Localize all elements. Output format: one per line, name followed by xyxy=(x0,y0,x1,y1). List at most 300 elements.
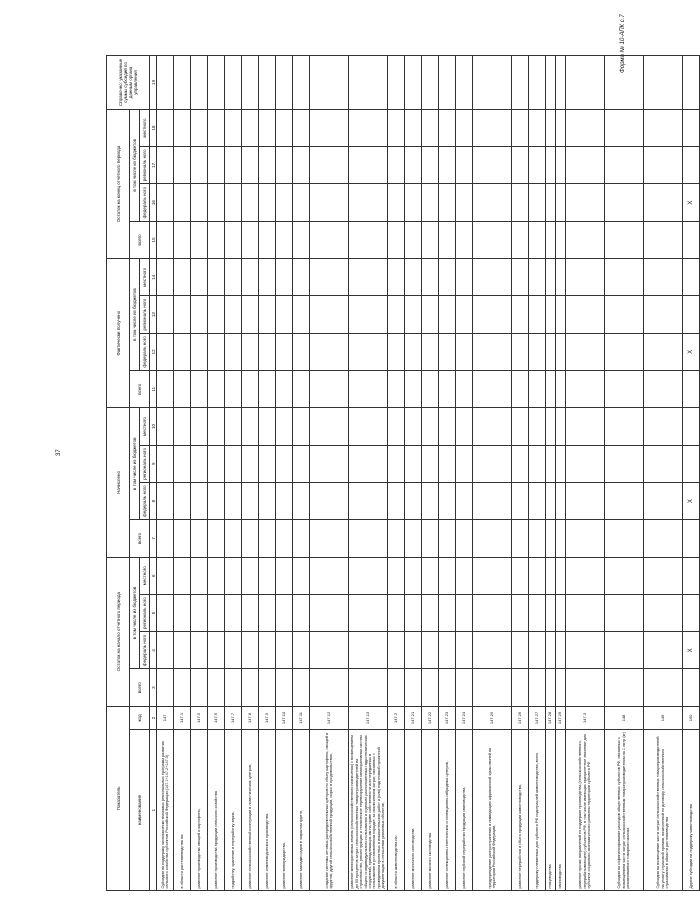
value-cell xyxy=(556,296,566,333)
row-code: 147.25 xyxy=(473,706,512,729)
column-number: 3 xyxy=(150,669,157,706)
value-cell xyxy=(566,632,605,669)
value-cell xyxy=(422,371,439,408)
row-code: 147.8 xyxy=(242,706,259,729)
value-cell xyxy=(644,632,683,669)
value-cell xyxy=(225,221,242,258)
value-cell xyxy=(644,408,683,445)
value-cell xyxy=(605,520,644,557)
value-cell xyxy=(473,56,512,110)
value-cell xyxy=(388,408,405,445)
value-cell xyxy=(644,296,683,333)
value-cell xyxy=(157,109,174,146)
value-cell xyxy=(293,333,310,370)
value-cell xyxy=(191,221,208,258)
value-cell xyxy=(683,669,700,706)
value-cell xyxy=(473,520,512,557)
value-cell xyxy=(225,669,242,706)
value-cell xyxy=(293,147,310,184)
value-cell xyxy=(174,184,191,221)
header-total: всего xyxy=(130,520,150,557)
value-cell xyxy=(293,184,310,221)
value-cell xyxy=(605,557,644,594)
row-code: 147.23 xyxy=(439,706,456,729)
row-name: развитие сельскохозяйственной кооперации и логистических центров, xyxy=(242,730,259,891)
value-cell xyxy=(293,632,310,669)
value-cell xyxy=(473,557,512,594)
value-cell xyxy=(566,408,605,445)
value-cell xyxy=(566,259,605,296)
value-cell xyxy=(405,445,422,482)
value-cell xyxy=(512,632,529,669)
value-cell xyxy=(556,445,566,482)
value-cell xyxy=(174,147,191,184)
value-cell xyxy=(556,632,566,669)
header-local: местного xyxy=(140,259,150,296)
row-name: развитие семеноводческого производства, xyxy=(259,730,276,891)
value-cell xyxy=(242,333,259,370)
value-cell xyxy=(473,296,512,333)
table-row xyxy=(259,56,276,891)
value-cell xyxy=(208,56,225,110)
table-row xyxy=(191,56,208,891)
value-cell xyxy=(456,259,473,296)
table-row xyxy=(242,56,259,891)
value-cell xyxy=(310,184,349,221)
value-cell xyxy=(157,408,174,445)
value-cell xyxy=(405,296,422,333)
value-cell xyxy=(405,632,422,669)
value-cell xyxy=(310,333,349,370)
row-code: 147.9 xyxy=(259,706,276,729)
value-cell xyxy=(208,371,225,408)
value-cell xyxy=(349,520,388,557)
value-cell xyxy=(605,632,644,669)
row-code: 147.2 xyxy=(388,706,405,729)
value-cell xyxy=(456,221,473,258)
value-cell xyxy=(644,520,683,557)
x-mark-cell: X xyxy=(683,184,700,221)
row-code: 150 xyxy=(683,706,700,729)
value-cell xyxy=(174,371,191,408)
value-cell xyxy=(259,109,276,146)
value-cell xyxy=(546,482,556,519)
value-cell xyxy=(473,632,512,669)
column-number: 14 xyxy=(150,259,157,296)
value-cell xyxy=(208,296,225,333)
table-row xyxy=(157,56,174,891)
value-cell xyxy=(439,333,456,370)
row-name: поддержку племенных для субъекта РФ подотраслей животноводства, всего xyxy=(529,730,546,891)
header-federal: федераль ного xyxy=(140,333,150,370)
row-code: 147.28 xyxy=(546,706,556,729)
value-cell xyxy=(683,594,700,631)
value-cell xyxy=(529,669,546,706)
value-cell xyxy=(556,669,566,706)
value-cell xyxy=(439,557,456,594)
value-cell xyxy=(456,594,473,631)
row-name: создание системы оптовых распределительных центров по сбыту картофеля, овощей и фруктов, другой сельскохозяйственной продукции, сырья и продовольствия, xyxy=(310,730,349,891)
value-cell xyxy=(310,632,349,669)
value-cell xyxy=(259,482,276,519)
value-cell xyxy=(473,184,512,221)
row-name: развитие глубокой переработки продукции свиноводства, xyxy=(456,730,473,891)
table-row xyxy=(556,56,566,891)
value-cell xyxy=(405,147,422,184)
value-cell xyxy=(422,669,439,706)
value-cell xyxy=(473,371,512,408)
value-cell xyxy=(157,371,174,408)
value-cell xyxy=(644,109,683,146)
value-cell xyxy=(310,669,349,706)
column-number: 8 xyxy=(150,482,157,519)
value-cell xyxy=(259,221,276,258)
value-cell xyxy=(512,184,529,221)
value-cell xyxy=(276,371,293,408)
header-indicator: Показатель xyxy=(107,706,130,890)
table-row xyxy=(174,56,191,891)
value-cell xyxy=(529,632,546,669)
row-code: 147.3 xyxy=(566,706,605,729)
value-cell xyxy=(422,56,439,110)
row-name: подработку, хранение и переработку зерна, xyxy=(225,730,242,891)
value-cell xyxy=(683,259,700,296)
page-number: 37 xyxy=(56,449,62,456)
value-cell xyxy=(556,371,566,408)
value-cell xyxy=(259,184,276,221)
value-cell xyxy=(225,109,242,146)
header-local: местного xyxy=(140,408,150,445)
value-cell xyxy=(310,594,349,631)
header-regional: региональ ного xyxy=(140,147,150,184)
value-cell xyxy=(174,594,191,631)
value-cell xyxy=(349,669,388,706)
value-cell xyxy=(242,445,259,482)
value-cell xyxy=(512,109,529,146)
row-name: развитие мясного скотоводства xyxy=(422,730,439,891)
column-number: 6 xyxy=(150,557,157,594)
value-cell xyxy=(512,147,529,184)
header-federal: федераль ного xyxy=(140,482,150,519)
value-cell xyxy=(605,56,644,110)
value-cell xyxy=(422,408,439,445)
value-cell xyxy=(242,184,259,221)
value-cell xyxy=(556,109,566,146)
value-cell xyxy=(293,557,310,594)
row-code: 147.6 xyxy=(208,706,225,729)
value-cell xyxy=(405,669,422,706)
value-cell xyxy=(529,557,546,594)
value-cell xyxy=(529,594,546,631)
row-code: 147.1 xyxy=(174,706,191,729)
value-cell xyxy=(225,594,242,631)
value-cell xyxy=(556,259,566,296)
value-cell xyxy=(405,56,422,110)
value-cell xyxy=(276,520,293,557)
value-cell xyxy=(683,221,700,258)
header-regional: региональ ного xyxy=(140,594,150,631)
value-cell xyxy=(473,221,512,258)
value-cell xyxy=(422,184,439,221)
value-cell xyxy=(293,482,310,519)
value-cell xyxy=(388,371,405,408)
row-code: 147 xyxy=(157,706,174,729)
value-cell xyxy=(456,632,473,669)
value-cell xyxy=(191,147,208,184)
column-numbers-row xyxy=(150,56,157,891)
table-row xyxy=(512,56,529,891)
value-cell xyxy=(276,333,293,370)
x-mark-cell: X xyxy=(683,482,700,519)
value-cell xyxy=(276,147,293,184)
row-name: Другие субсидии на поддержку животноводства xyxy=(683,730,700,891)
value-cell xyxy=(174,408,191,445)
value-cell xyxy=(276,482,293,519)
value-cell xyxy=(546,259,556,296)
value-cell xyxy=(242,221,259,258)
value-cell xyxy=(349,371,388,408)
value-cell xyxy=(566,371,605,408)
value-cell xyxy=(259,333,276,370)
value-cell xyxy=(208,594,225,631)
value-cell xyxy=(644,184,683,221)
value-cell xyxy=(405,408,422,445)
value-cell xyxy=(605,371,644,408)
value-cell xyxy=(644,221,683,258)
value-cell xyxy=(310,109,349,146)
value-cell xyxy=(225,520,242,557)
value-cell xyxy=(157,184,174,221)
value-cell xyxy=(349,594,388,631)
table-row xyxy=(439,56,456,891)
value-cell xyxy=(644,56,683,110)
row-name: развитие переработки и сбыта продукции животноводства, xyxy=(512,730,529,891)
value-cell xyxy=(191,520,208,557)
row-code: 149 xyxy=(644,706,683,729)
value-cell xyxy=(512,221,529,258)
value-cell xyxy=(644,669,683,706)
header-of-which: в том числе из бюджетов xyxy=(130,557,140,669)
value-cell xyxy=(556,408,566,445)
value-cell xyxy=(310,147,349,184)
value-cell xyxy=(157,221,174,258)
row-name: Субсидии на софинансирование расходов общественных субъектов РФ, связанных с возмещением части затрат сельскохозяйственным товаропроизводителям на 1 литр (кг) реализованного товарного молока xyxy=(605,730,644,891)
value-cell xyxy=(546,594,556,631)
value-cell xyxy=(208,482,225,519)
column-number: 5 xyxy=(150,594,157,631)
value-cell xyxy=(157,296,174,333)
value-cell xyxy=(405,557,422,594)
value-cell xyxy=(191,184,208,221)
value-cell xyxy=(422,632,439,669)
value-cell xyxy=(512,296,529,333)
column-number: 19 xyxy=(150,56,157,110)
value-cell xyxy=(259,445,276,482)
row-code: 147.22 xyxy=(422,706,439,729)
value-cell xyxy=(293,56,310,110)
table-row xyxy=(605,56,644,891)
value-cell xyxy=(605,594,644,631)
value-cell xyxy=(259,632,276,669)
row-name: в области растениеводства на: xyxy=(174,730,191,891)
value-cell xyxy=(512,371,529,408)
row-code: 147.12 xyxy=(310,706,349,729)
value-cell xyxy=(529,109,546,146)
value-cell xyxy=(456,669,473,706)
value-cell xyxy=(191,259,208,296)
value-cell xyxy=(512,408,529,445)
value-cell xyxy=(191,482,208,519)
value-cell xyxy=(174,259,191,296)
table-row xyxy=(566,56,605,891)
row-name: свиноводства xyxy=(556,730,566,891)
value-cell xyxy=(157,520,174,557)
value-cell xyxy=(422,296,439,333)
row-code: 147.21 xyxy=(405,706,422,729)
table-row xyxy=(388,56,405,891)
value-cell xyxy=(605,408,644,445)
value-cell xyxy=(259,371,276,408)
value-cell xyxy=(276,557,293,594)
value-cell xyxy=(683,296,700,333)
value-cell xyxy=(644,371,683,408)
value-cell xyxy=(388,259,405,296)
value-cell xyxy=(191,557,208,594)
value-cell xyxy=(174,557,191,594)
value-cell xyxy=(242,557,259,594)
value-cell xyxy=(174,221,191,258)
value-cell xyxy=(174,445,191,482)
value-cell xyxy=(310,557,349,594)
value-cell xyxy=(349,109,388,146)
value-cell xyxy=(293,296,310,333)
x-mark-cell: X xyxy=(683,632,700,669)
value-cell xyxy=(456,184,473,221)
row-code: 147.26 xyxy=(512,706,529,729)
header-total: всего xyxy=(130,221,150,258)
value-cell xyxy=(439,371,456,408)
value-cell xyxy=(349,221,388,258)
value-cell xyxy=(259,594,276,631)
value-cell xyxy=(157,333,174,370)
value-cell xyxy=(439,594,456,631)
value-cell xyxy=(225,56,242,110)
value-cell xyxy=(157,147,174,184)
value-cell xyxy=(259,296,276,333)
table-row xyxy=(529,56,546,891)
value-cell xyxy=(388,445,405,482)
row-code: 147.13 xyxy=(349,706,388,729)
value-cell xyxy=(683,371,700,408)
value-cell xyxy=(276,184,293,221)
value-cell xyxy=(242,56,259,110)
value-cell xyxy=(293,371,310,408)
value-cell xyxy=(456,445,473,482)
value-cell xyxy=(310,259,349,296)
value-cell xyxy=(422,221,439,258)
value-cell xyxy=(293,520,310,557)
value-cell xyxy=(208,669,225,706)
value-cell xyxy=(439,184,456,221)
value-cell xyxy=(644,147,683,184)
value-cell xyxy=(349,557,388,594)
row-name: развитие производства продукции сельского хозяйства xyxy=(208,730,225,891)
header-of-which: в том числе из бюджетов xyxy=(130,109,140,221)
value-cell xyxy=(683,445,700,482)
value-cell xyxy=(174,632,191,669)
value-cell xyxy=(208,408,225,445)
value-cell xyxy=(388,184,405,221)
value-cell xyxy=(512,333,529,370)
row-name: развитие селекционно-генетических и селекционно-гибридных центров, xyxy=(439,730,456,891)
value-cell xyxy=(191,371,208,408)
row-name: развитие закладки садов в закрытом грунте, xyxy=(293,730,310,891)
value-cell xyxy=(310,520,349,557)
value-cell xyxy=(456,371,473,408)
value-cell xyxy=(157,259,174,296)
form-label: Форма № 10-АПК с.7 xyxy=(620,14,626,73)
value-cell xyxy=(512,557,529,594)
value-cell xyxy=(225,259,242,296)
value-cell xyxy=(208,632,225,669)
value-cell xyxy=(473,109,512,146)
header-federal: федераль ного xyxy=(140,632,150,669)
value-cell xyxy=(422,445,439,482)
table-row xyxy=(422,56,439,891)
value-cell xyxy=(225,445,242,482)
value-cell xyxy=(242,408,259,445)
value-cell xyxy=(208,445,225,482)
header-regional: региональ ного xyxy=(140,445,150,482)
column-number: 16 xyxy=(150,184,157,221)
header-reference: Справочно: указанные суммы субсидий по данным органа управления xyxy=(107,56,150,110)
row-code: 147.27 xyxy=(529,706,546,729)
value-cell xyxy=(566,594,605,631)
table-body xyxy=(157,56,700,891)
value-cell xyxy=(644,594,683,631)
value-cell xyxy=(556,520,566,557)
value-cell xyxy=(242,669,259,706)
row-name: Субсидии на поддержку экономически значимых региональных программ развития сельского хозяйства субъектов Российской Федерации (147.1+147.2+147.3) xyxy=(157,730,174,891)
value-cell xyxy=(310,445,349,482)
value-cell xyxy=(225,482,242,519)
value-cell xyxy=(529,147,546,184)
value-cell xyxy=(439,56,456,110)
value-cell xyxy=(349,445,388,482)
column-number: 18 xyxy=(150,109,157,146)
value-cell xyxy=(225,184,242,221)
value-cell xyxy=(157,445,174,482)
row-code: 147.10 xyxy=(276,706,293,729)
value-cell xyxy=(388,221,405,258)
value-cell xyxy=(529,296,546,333)
value-cell xyxy=(191,445,208,482)
value-cell xyxy=(191,632,208,669)
value-cell xyxy=(242,632,259,669)
value-cell xyxy=(566,482,605,519)
value-cell xyxy=(157,56,174,110)
value-cell xyxy=(208,259,225,296)
value-cell xyxy=(293,669,310,706)
value-cell xyxy=(456,482,473,519)
value-cell xyxy=(556,221,566,258)
value-cell xyxy=(473,482,512,519)
value-cell xyxy=(422,109,439,146)
value-cell xyxy=(529,259,546,296)
value-cell xyxy=(259,557,276,594)
header-regional: региональ ного xyxy=(140,296,150,333)
value-cell xyxy=(293,594,310,631)
